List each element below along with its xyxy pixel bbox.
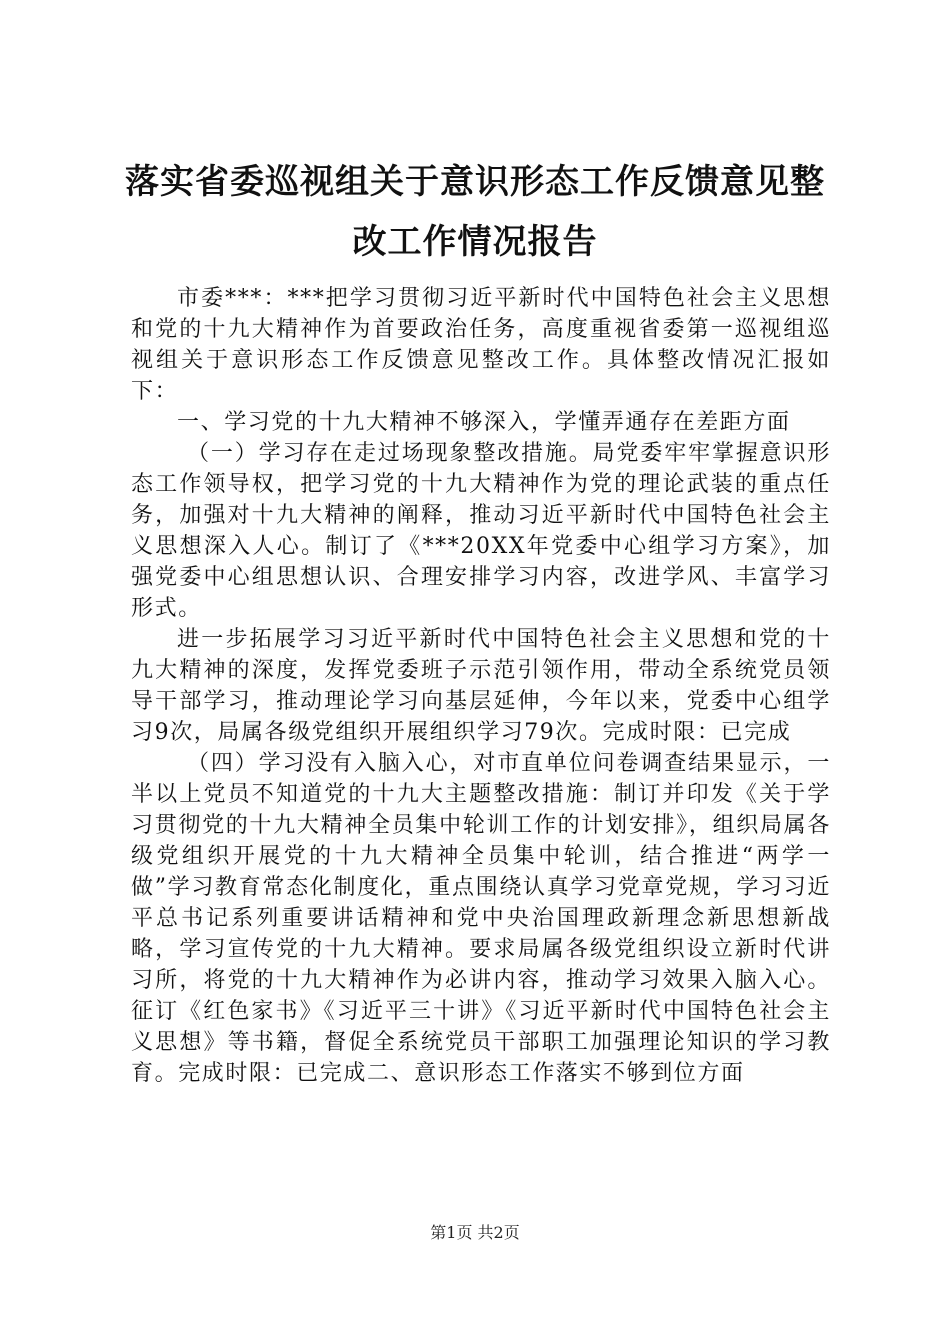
document-title-line-2: 改工作情况报告	[352, 222, 598, 262]
section-heading-1: 一、学习党的十九大精神不够深入，学懂弄通存在差距方面	[177, 410, 791, 435]
paragraph-subsection-4: （四）学习没有入脑入心，对市直单位问卷调查结果显示，一半以上党员不知道党的十九大主题整改措施：制订并印发《关于学习贯彻党的十九大精神全员集中轮训工作的计划安排》，组织局属各级党组织开展党的十九大精神全员集中轮训，结合推进“两学一做”学习教育常态化制度化，重点围绕认真学习党章党规，学习习近平总书记系列重要讲话精神和党中央治国理政新理念新思想新战略，学习宣传党的十九大精神。要求局属各级党组织设立新时代讲习所，将党的十九大精神作为必讲内容，推动学习效果入脑入心。征订《红色家书》《习近平三十讲》《习近平新时代中国特色社会主义思想》等书籍，督促全系统党员干部职工加强理论知识的学习教育。完成时限：已完成二、意识形态工作落实不够到位方面	[131, 751, 831, 1086]
page-footer: 第1页 共2页	[430, 1223, 520, 1242]
document-body	[131, 283, 831, 1089]
paragraph-subsection-1: （一）学习存在走过场现象整改措施。局党委牢牢掌握意识形态工作领导权，把学习党的十九大精神作为党的理论武装的重点任务，加强对十九大精神的阐释，推动习近平新时代中国特色社会主义思想深入人心。制订了《***20XX年党委中心组学习方案》，加强党委中心组思想认识、合理安排学习内容，改进学风、丰富学习形式。	[131, 441, 831, 621]
document-title-line-1: 落实省委巡视组关于意识形态工作反馈意见整	[125, 162, 825, 202]
paragraph-intro: 市委***：***把学习贯彻习近平新时代中国特色社会主义思想和党的十九大精神作为首要政治任务，高度重视省委第一巡视组巡视组关于意识形态工作反馈意见整改工作。具体整改情况汇报如下：	[131, 286, 831, 404]
paragraph-further-study: 进一步拓展学习习近平新时代中国特色社会主义思想和党的十九大精神的深度，发挥党委班子示范引领作用，带动全系统党员领导干部学习，推动理论学习向基层延伸，今年以来，党委中心组学习9次，局属各级党组织开展组织学习79次。完成时限：已完成	[131, 627, 831, 745]
